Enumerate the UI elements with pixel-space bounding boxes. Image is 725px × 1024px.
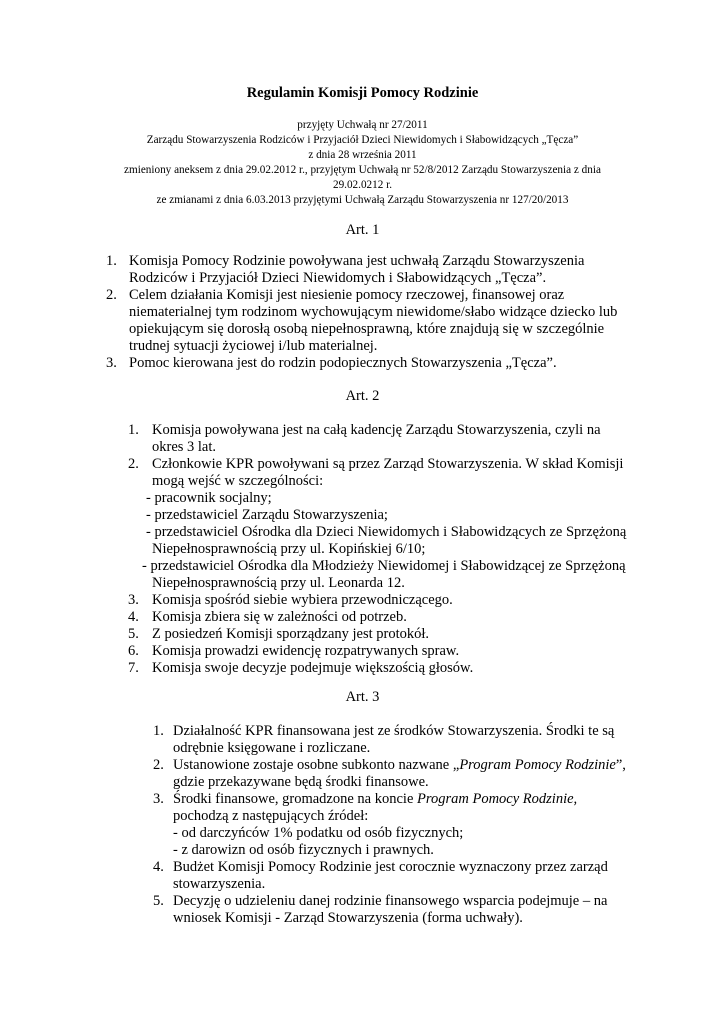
member-type-continued: Niepełnosprawnością przy ul. Kopińskiej 6/10;: [152, 541, 426, 557]
funding-source: - od darczyńców 1% podatku od osób fizycznych;: [173, 825, 464, 841]
list-item: 1. Działalność KPR finansowana jest ze środków Stowarzyszenia. Środki te są odrębnie księgowane i rozliczane.: [153, 723, 615, 756]
list-item: 2. Członkowie KPR powoływani są przez Zarząd Stowarzyszenia. W skład Komisji mogą wejść w szczególności: - pracownik socjalny; - przedstawiciel Zarządu Stowarzyszenia; - przedstawiciel Ośrodka dla Dzieci Niewidomych i Słabowidzących ze Sprzężoną Niepełnosprawnością przy ul. Kopińskiej 6/10; - przedstawiciel Ośrodka dla Młodzieży Niewidomej i Słabowidzącej ze Sprzężoną Niepełnosprawnością przy ul. Leonarda 12.: [128, 456, 627, 591]
list-item: 7. Komisja swoje decyzje podejmuje większością głosów.: [128, 660, 474, 676]
funding-source: - z darowizn od osób fizycznych i prawnych.: [173, 842, 434, 858]
list-item: 2. Celem działania Komisji jest niesienie pomocy rzeczowej, finansowej oraz niematerialnej tym rodzinom wychowującym niewidome/słabo widzące dziecko lub opiekującym się dorosłą osobą niepełnosprawną, które znajdują się w szczególnie trudnej sytuacji życiowej i/lub materialnej.: [106, 287, 618, 354]
member-type: - pracownik socjalny;: [146, 490, 272, 506]
subaccount-name: Program Pomocy Rodzinie: [459, 757, 616, 773]
art-1-list: [106, 253, 617, 372]
adoption-line: z dnia 28 września 2011: [308, 149, 417, 161]
art-3-heading: Art. 3: [345, 689, 380, 705]
list-item: 3. Komisja spośród siebie wybiera przewodniczącego.: [128, 592, 453, 608]
list-item: 4. Komisja zbiera się w zależności od potrzeb.: [128, 609, 407, 625]
subaccount-name: Program Pomocy Rodzinie,: [417, 791, 578, 807]
art-1-heading: Art. 1: [345, 222, 380, 238]
list-item: 5. Z posiedzeń Komisji sporządzany jest protokół.: [128, 626, 430, 642]
member-type-continued: Niepełnosprawnością przy ul. Leonarda 12.: [152, 575, 405, 591]
amendment-line: zmieniony aneksem z dnia 29.02.2012 r., przyjętym Uchwałą nr 52/8/2012 Zarządu Stowarzyszenia z dnia: [124, 164, 601, 176]
document-title: Regulamin Komisji Pomocy Rodzinie: [246, 85, 479, 101]
amendment-line: ze zmianami z dnia 6.03.2013 przyjętymi Uchwałą Zarządu Stowarzyszenia nr 127/20/2013: [156, 194, 569, 206]
member-type: - przedstawiciel Ośrodka dla Dzieci Niewidomych i Słabowidzących ze Sprzężoną: [146, 524, 627, 540]
adoption-info: [60, 118, 665, 208]
list-item: 5. Decyzję o udzieleniu danej rodzinie finansowego wsparcia podejmuje – na wniosek Komisji - Zarząd Stowarzyszenia (forma uchwały).: [153, 893, 608, 926]
list-item: 4. Budżet Komisji Pomocy Rodzinie jest corocznie wyznaczony przez zarząd stowarzyszenia.: [153, 859, 608, 892]
art-2-heading: Art. 2: [345, 388, 380, 404]
list-item: 3. Środki finansowe, gromadzone na koncie Program Pomocy Rodzinie, pochodzą z następujących źródeł: - od darczyńców 1% podatku od osób fizycznych; - z darowizn od osób fizycznych i prawnych.: [153, 791, 626, 859]
art-3-list: [153, 723, 626, 927]
adoption-line: przyjęty Uchwałą nr 27/2011: [297, 119, 428, 131]
list-item: 3. Pomoc kierowana jest do rodzin podopiecznych Stowarzyszenia „Tęcza”.: [106, 355, 557, 371]
art-2-list: [128, 422, 626, 677]
adoption-line: Zarządu Stowarzyszenia Rodziców i Przyjaciół Dzieci Niewidomych i Słabowidzących „Tęcza”: [146, 134, 579, 146]
list-item: 2. Ustanowione zostaje osobne subkonto nazwane „Program Pomocy Rodzinie”, gdzie przekazywane będą środki finansowe.: [153, 757, 626, 790]
list-item: 1. Komisja Pomocy Rodzinie powoływana jest uchwałą Zarządu Stowarzyszenia Rodziców i Przyjaciół Dzieci Niewidomych i Słabowidzących „Tęcza”.: [106, 253, 585, 286]
list-item: 1. Komisja powoływana jest na całą kadencję Zarządu Stowarzyszenia, czyli na okres 3 lat.: [128, 422, 601, 455]
amendment-line: 29.02.0212 r.: [332, 179, 393, 191]
list-item: 6. Komisja prowadzi ewidencję rozpatrywanych spraw.: [128, 643, 460, 659]
member-type: - przedstawiciel Ośrodka dla Młodzieży Niewidomej i Słabowidzącej ze Sprzężoną: [142, 558, 626, 574]
member-type: - przedstawiciel Zarządu Stowarzyszenia;: [146, 507, 388, 523]
